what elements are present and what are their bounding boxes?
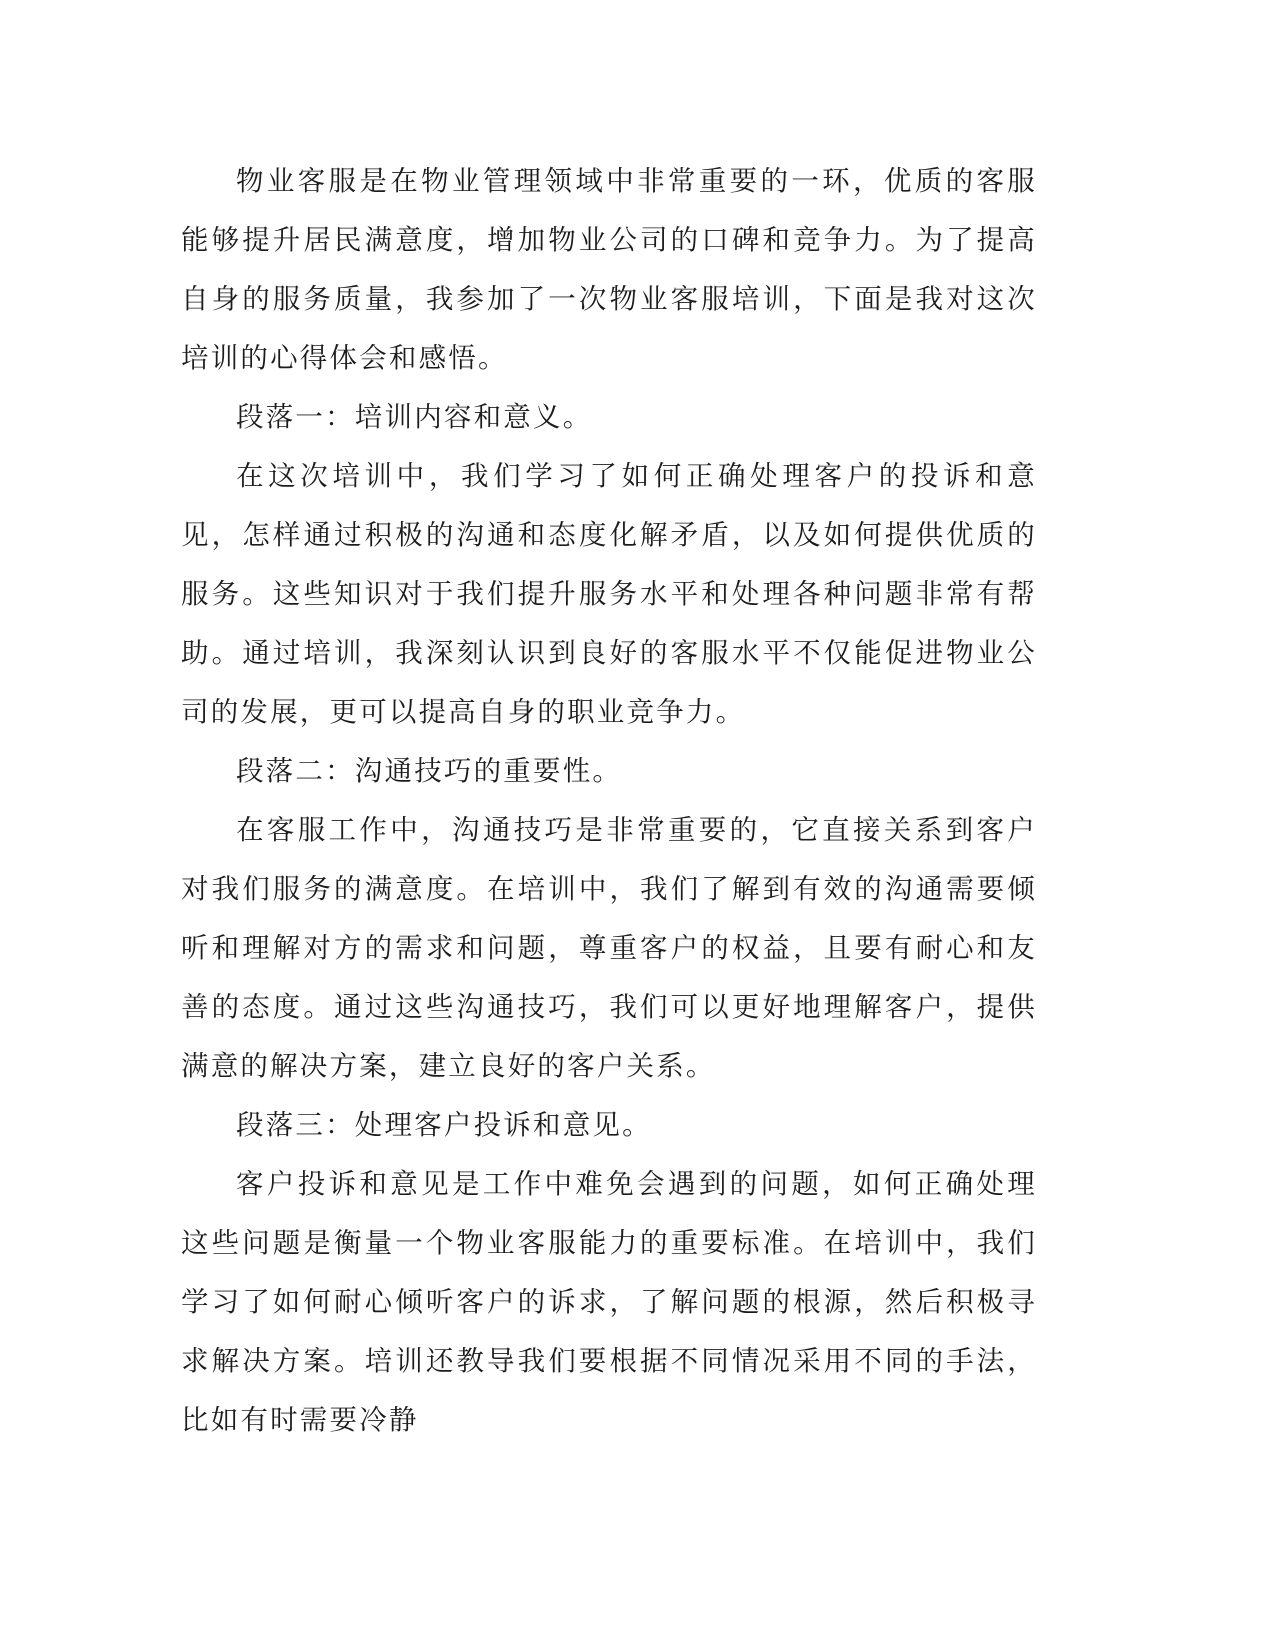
section-heading-1: 段落一：培训内容和意义。 xyxy=(236,401,593,433)
section-heading-2: 段落二：沟通技巧的重要性。 xyxy=(236,755,623,787)
section-paragraph-1: 在这次培训中，我们学习了如何正确处理客户的投诉和意见，怎样通过积极的沟通和态度化解矛盾，以及如何提供优质的服务。这些知识对于我们提升服务水平和处理各种问题非常有帮助。通过培训，我深刻认识到良好的客服水平不仅能促进物业公司的发展，更可以提高自身的职业竞争力。 xyxy=(181,460,1037,728)
section-paragraph-3: 客户投诉和意见是工作中难免会遇到的问题，如何正确处理这些问题是衡量一个物业客服能力的重要标准。在培训中，我们学习了如何耐心倾听客户的诉求，了解问题的根源，然后积极寻求解决方案。培训还教导我们要根据不同情况采用不同的手法，比如有时需要冷静 xyxy=(181,1168,1037,1436)
section-paragraph-2: 在客服工作中，沟通技巧是非常重要的，它直接关系到客户对我们服务的满意度。在培训中，我们了解到有效的沟通需要倾听和理解对方的需求和问题，尊重客户的权益，且要有耐心和友善的态度。通过这些沟通技巧，我们可以更好地理解客户，提供满意的解决方案，建立良好的客户关系。 xyxy=(181,814,1037,1082)
section-heading-3: 段落三：处理客户投诉和意见。 xyxy=(236,1109,652,1141)
intro-paragraph: 物业客服是在物业管理领域中非常重要的一环，优质的客服能够提升居民满意度，增加物业公司的口碑和竞争力。为了提高自身的服务质量，我参加了一次物业客服培训，下面是我对这次培训的心得体会和感悟。 xyxy=(181,165,1037,374)
document-body xyxy=(181,152,1037,1450)
